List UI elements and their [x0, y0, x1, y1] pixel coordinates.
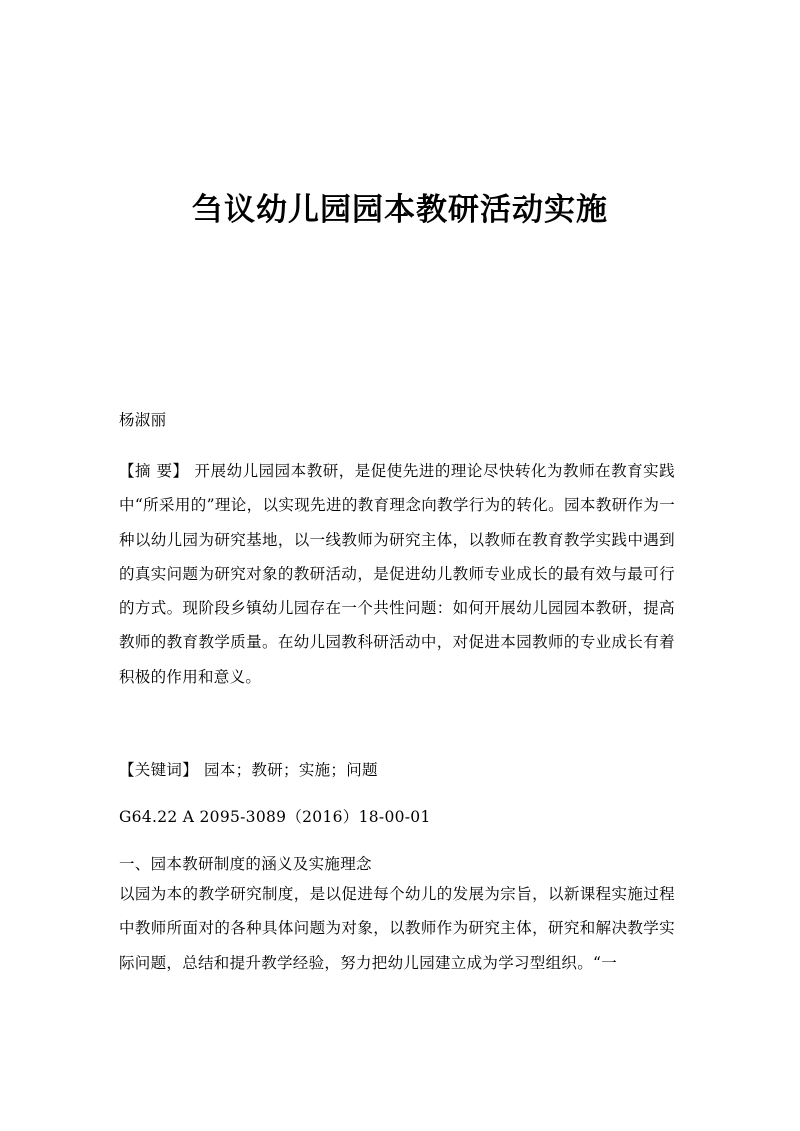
abstract-paragraph: [119, 454, 675, 694]
keywords-label: 【关键词】: [119, 761, 199, 779]
document-title: 刍议幼儿园园本教研活动实施: [192, 192, 608, 228]
section-heading: 一、园本教研制度的涵义及实施理念: [119, 855, 372, 873]
keywords-line: [119, 758, 675, 782]
body-paragraph: 以园为本的教学研究制度，是以促进每个幼儿的发展为宗旨，以新课程实施过程中教师所面对的各种具体问题为对象，以教师作为研究主体，研究和解决教学实际问题，总结和提升教学经验，努力把幼儿园建立成为学习型组织。“一: [119, 885, 675, 972]
abstract-text: 开展幼儿园园本教研，是促使先进的理论尽快转化为教师在教育实践中“所采用的”理论，以实现先进的教育理念向教学行为的转化。园本教研作为一种以幼儿园为研究基地，以一线教师为研究主体，以教师在教育教学实践中遇到的真实问题为研究对象的教研活动，是促进幼儿教师专业成长的最有效与最可行的方式。现阶段乡镇幼儿园存在一个共性问题：如何开展幼儿园园本教研，提高教师的教育教学质量。在幼儿园教科研活动中，对促进本园教师的专业成长有着积极的作用和意义。: [119, 462, 675, 686]
abstract-label: 【摘 要】: [119, 462, 189, 480]
classification-code: G64.22 A 2095-3089（2016）18-00-01: [119, 808, 431, 826]
keywords-text: 园本；教研；实施；问题: [204, 761, 378, 779]
author-name: 杨淑丽: [119, 411, 167, 429]
